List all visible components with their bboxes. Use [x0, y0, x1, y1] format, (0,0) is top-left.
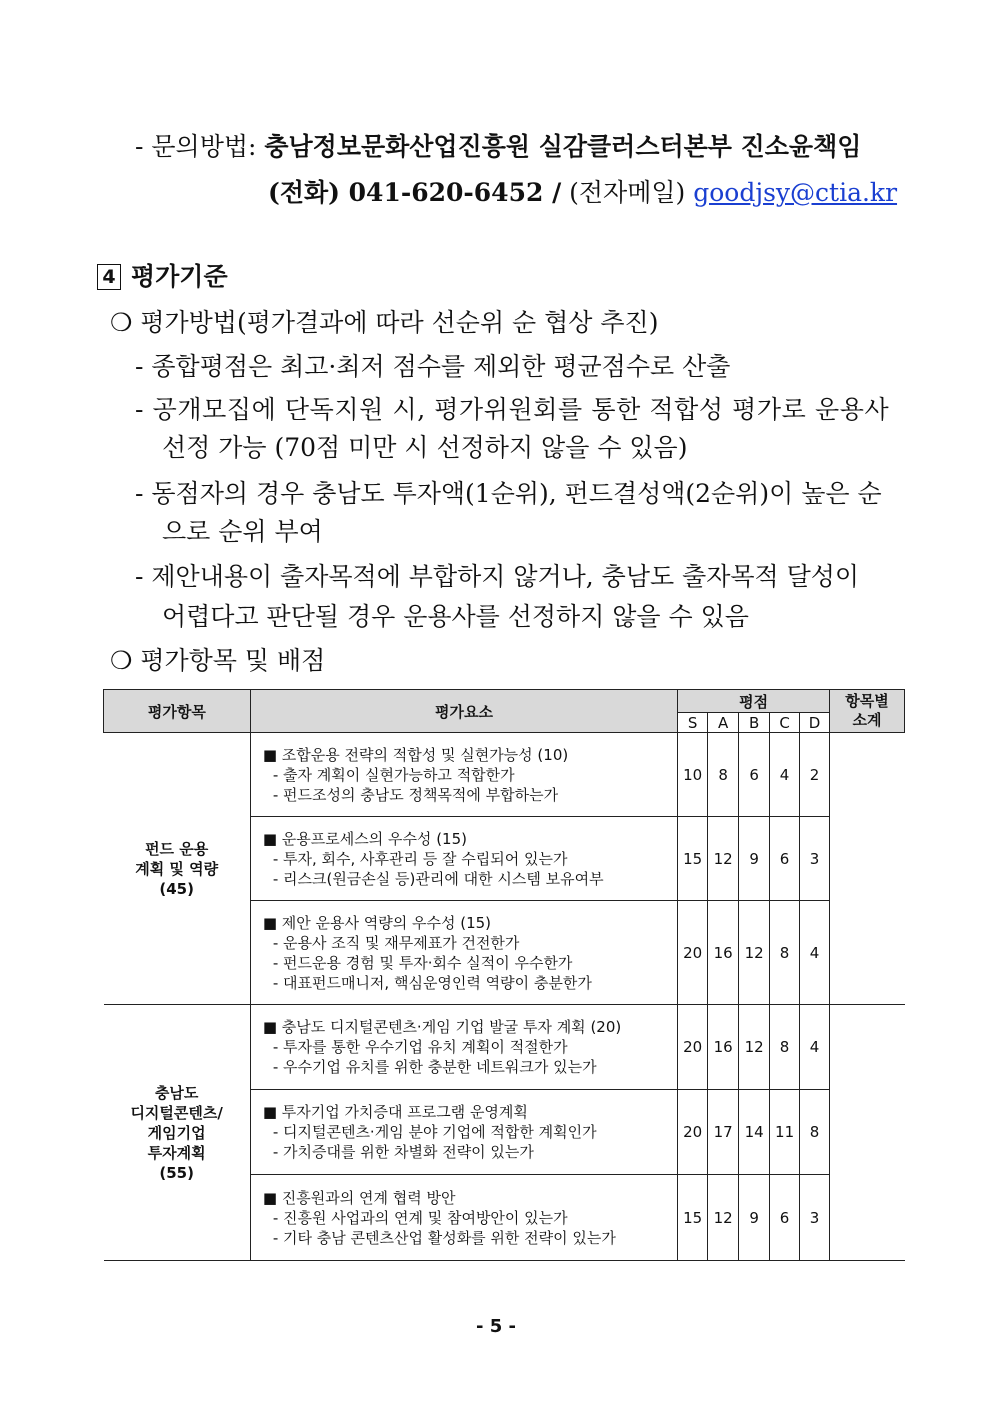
element-cell: [250, 733, 677, 817]
category-line: (45): [159, 879, 194, 898]
score-d: 3: [800, 817, 830, 901]
category-line: (55): [159, 1163, 194, 1182]
header-subtotal-line1: 항목별: [845, 692, 889, 710]
score-c: 6: [770, 1175, 800, 1261]
section-number: 4: [97, 264, 121, 290]
score-b: 12: [739, 1005, 770, 1090]
score-s: 15: [678, 1175, 708, 1261]
category-cell: [104, 733, 251, 1005]
contact-details: [268, 173, 897, 209]
category-line: 펀드 운용: [145, 839, 209, 858]
score-c: 8: [770, 1005, 800, 1090]
element-sub: - 출자 계획이 실현가능하고 적합한가: [272, 765, 515, 784]
header-subtotal: [830, 690, 905, 733]
method-bullet-3-cont: 으로 순위 부여: [162, 517, 323, 546]
contact-label: - 문의방법:: [135, 132, 257, 161]
score-b: 6: [739, 733, 770, 817]
method-bullet-2: - 공개모집에 단독지원 시, 평가위원회를 통한 적합성 평가로 운용사: [135, 395, 890, 424]
score-a: 16: [708, 1005, 739, 1090]
score-c: 6: [770, 817, 800, 901]
items-heading: ❍ 평가항목 및 배점: [110, 646, 326, 675]
method-bullet-1: - 종합평점은 최고·최저 점수를 제외한 평균점수로 산출: [135, 352, 731, 381]
score-c: 8: [770, 901, 800, 1005]
score-s: 15: [678, 817, 708, 901]
element-sub: - 우수기업 유치를 위한 충분한 네트워크가 있는가: [272, 1058, 597, 1076]
header-element: 평가요소: [250, 690, 677, 733]
grade-s: S: [678, 713, 708, 733]
score-d: 4: [800, 1005, 830, 1090]
section-heading: [97, 257, 228, 293]
grade-d: D: [800, 713, 830, 733]
element-sub: - 가치증대를 위한 차별화 전략이 있는가: [272, 1143, 534, 1161]
score-a: 12: [708, 1175, 739, 1261]
score-d: 4: [800, 901, 830, 1005]
element-cell: [250, 901, 677, 1005]
element-sub: - 진흥원 사업과의 연계 및 참여방안이 있는가: [272, 1208, 568, 1227]
element-sub: - 대표펀드매니저, 핵심운영인력 역량이 충분한가: [272, 973, 592, 992]
contact-email-label: (전자메일): [569, 178, 686, 207]
element-title: ■ 투자기업 가치증대 프로그램 운영계획: [262, 1103, 528, 1121]
header-grade: 평점: [678, 690, 830, 713]
score-b: 12: [739, 901, 770, 1005]
category-line: 게임기업: [147, 1123, 206, 1142]
grade-b: B: [739, 713, 770, 733]
header-category: 평가항목: [104, 690, 251, 733]
table-header-row: [104, 690, 905, 713]
score-s: 20: [678, 901, 708, 1005]
header-subtotal-line2: 소계: [852, 711, 882, 729]
evaluation-table: [103, 689, 905, 1261]
element-title: ■ 조합운용 전략의 적합성 및 실현가능성 (10): [262, 745, 569, 764]
element-sub: - 리스크(원금손실 등)관리에 대한 시스템 보유여부: [272, 869, 604, 888]
score-a: 12: [708, 817, 739, 901]
score-s: 20: [678, 1005, 708, 1090]
category-line: 계획 및 역량: [135, 859, 219, 878]
score-s: 20: [678, 1090, 708, 1175]
score-s: 10: [678, 733, 708, 817]
element-sub: - 투자, 회수, 사후관리 등 잘 수립되어 있는가: [272, 849, 568, 868]
element-cell: [250, 817, 677, 901]
score-b: 14: [739, 1090, 770, 1175]
grade-c: C: [770, 713, 800, 733]
category-line: 디지털콘텐츠/: [130, 1103, 223, 1122]
element-cell: [250, 1005, 677, 1090]
category-line: 충남도: [154, 1083, 199, 1102]
subtotal-cell: [830, 1005, 905, 1261]
page-number: - 5 -: [476, 1316, 516, 1337]
element-sub: - 기타 충남 콘텐츠산업 활성화를 위한 전략이 있는가: [272, 1228, 616, 1247]
contact-line: [135, 127, 861, 163]
contact-org: 충남정보문화산업진흥원 실감클러스터본부 진소윤책임: [264, 132, 862, 161]
method-bullet-3: - 동점자의 경우 충남도 투자액(1순위), 펀드결성액(2순위)이 높은 순: [135, 479, 882, 508]
score-b: 9: [739, 817, 770, 901]
score-d: 3: [800, 1175, 830, 1261]
score-c: 4: [770, 733, 800, 817]
contact-email-link[interactable]: goodjsy@ctia.kr: [693, 178, 898, 207]
category-line: 투자계획: [147, 1143, 206, 1162]
score-d: 8: [800, 1090, 830, 1175]
method-bullet-2-cont: 선정 가능 (70점 미만 시 선정하지 않을 수 있음): [162, 433, 688, 462]
table-row: [104, 733, 905, 817]
method-heading: ❍ 평가방법(평가결과에 따라 선순위 순 협상 추진): [110, 308, 659, 337]
element-title: ■ 진흥원과의 연계 협력 방안: [262, 1188, 456, 1207]
category-cell: [104, 1005, 251, 1261]
table-row: [104, 1005, 905, 1090]
element-cell: [250, 1090, 677, 1175]
score-c: 11: [770, 1090, 800, 1175]
score-a: 16: [708, 901, 739, 1005]
element-sub: - 운용사 조직 및 재무제표가 건전한가: [272, 933, 520, 952]
section-title: 평가기준: [131, 262, 228, 291]
contact-phone: (전화) 041-620-6452 /: [268, 178, 562, 207]
element-title: ■ 운용프로세스의 우수성 (15): [262, 829, 467, 848]
element-sub: - 디지털콘텐츠·게임 분야 기업에 적합한 계획인가: [272, 1123, 597, 1141]
element-title: ■ 충남도 디지털콘텐츠·게임 기업 발굴 투자 계획 (20): [262, 1018, 622, 1036]
score-d: 2: [800, 733, 830, 817]
grade-a: A: [708, 713, 739, 733]
method-bullet-4-cont: 어렵다고 판단될 경우 운용사를 선정하지 않을 수 있음: [162, 602, 749, 631]
subtotal-cell: [830, 733, 905, 1005]
element-cell: [250, 1175, 677, 1261]
element-title: ■ 제안 운용사 역량의 우수성 (15): [262, 913, 492, 932]
score-a: 8: [708, 733, 739, 817]
element-sub: - 펀드조성의 충남도 정책목적에 부합하는가: [272, 785, 559, 804]
element-sub: - 펀드운용 경험 및 투자·회수 실적이 우수한가: [272, 953, 573, 972]
element-sub: - 투자를 통한 우수기업 유치 계획이 적절한가: [272, 1038, 568, 1056]
method-bullet-4: - 제안내용이 출자목적에 부합하지 않거나, 충남도 출자목적 달성이: [135, 562, 860, 591]
score-a: 17: [708, 1090, 739, 1175]
score-b: 9: [739, 1175, 770, 1261]
